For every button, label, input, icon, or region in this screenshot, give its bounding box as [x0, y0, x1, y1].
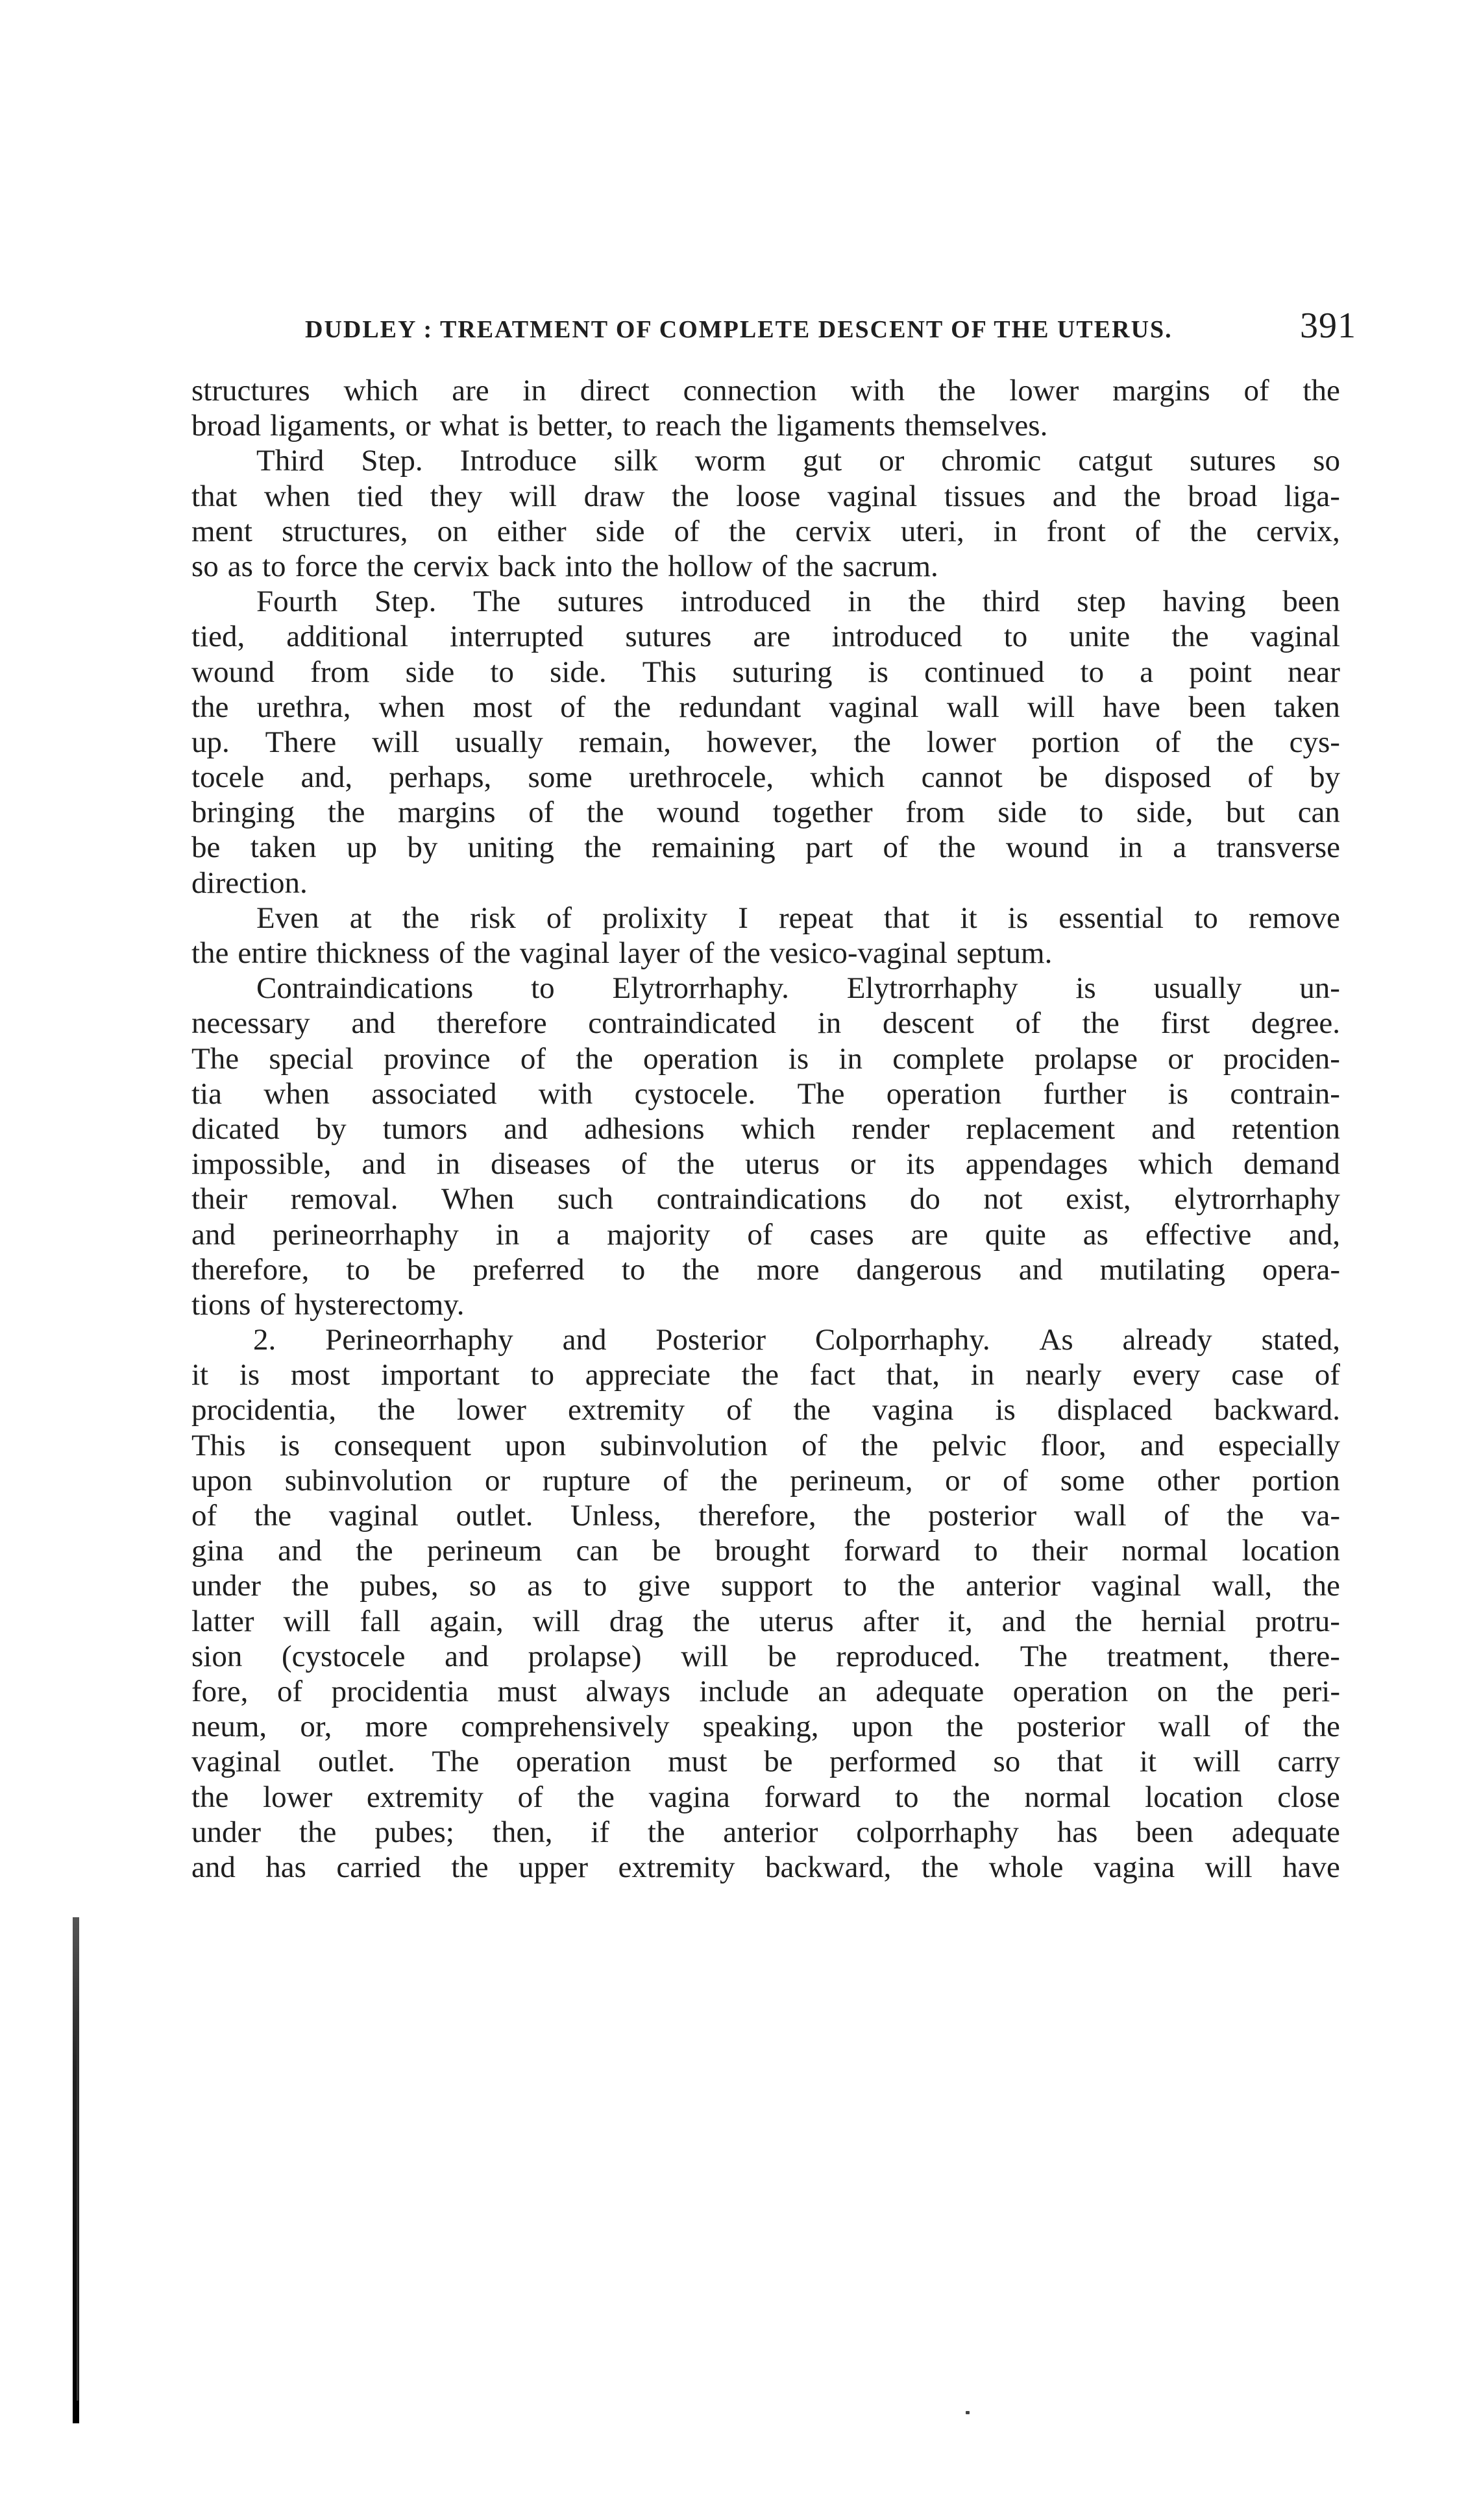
text-line: This is consequent upon subinvolution of the pelvic floor, and especially — [191, 1428, 1340, 1462]
text-line: that when tied they will draw the loose vaginal tissues and the broad liga- — [191, 479, 1340, 513]
text-line: dicated by tumors and adhesions which render replacement and retention — [191, 1111, 1340, 1146]
text-line: impossible, and in diseases of the uterus or its appendages which demand — [191, 1147, 1340, 1181]
text-line: structures which are in direct connection with the lower margins of the — [191, 374, 1340, 407]
text-line: procidentia, the lower extremity of the vagina is displaced backward. — [191, 1393, 1340, 1427]
text-line: direction. — [191, 866, 308, 900]
text-line: The special province of the operation is in complete prolapse or prociden- — [191, 1041, 1340, 1076]
text-line: tions of hysterectomy. — [191, 1287, 465, 1322]
text-line: bringing the margins of the wound together from side to side, but can — [191, 795, 1340, 830]
body-text — [191, 373, 1340, 2255]
text-line: and has carried the upper extremity backward, the whole vagina will have — [191, 1850, 1340, 1884]
text-line: of the vaginal outlet. Unless, therefore, the posterior wall of the va- — [191, 1499, 1340, 1533]
text-line: upon subinvolution or rupture of the perineum, or of some other portion — [191, 1463, 1340, 1497]
text-line: their removal. When such contraindications do not exist, elytrorrhaphy — [191, 1182, 1340, 1217]
text-line: and perineorrhaphy in a majority of cases are quite as effective and, — [191, 1217, 1340, 1252]
text-line: tocele and, perhaps, some urethrocele, which cannot be disposed of by — [191, 760, 1340, 795]
text-line: neum, or, more comprehensively speaking, upon the posterior wall of the — [191, 1710, 1340, 1744]
text-line: tia when associated with cystocele. The operation further is contrain- — [191, 1076, 1340, 1111]
running-head — [305, 305, 1356, 357]
text-line: therefore, to be preferred to the more dangerous and mutilating opera- — [191, 1252, 1340, 1287]
text-line: Contraindications to Elytrorrhaphy. Elytrorrhaphy is usually un- — [256, 971, 1340, 1006]
text-line: be taken up by uniting the remaining part of the wound in a transverse — [191, 830, 1340, 865]
page-number: 391 — [1300, 306, 1356, 346]
text-line: necessary and therefore contraindicated in descent of the first degree. — [191, 1006, 1340, 1041]
text-line: gina and the perineum can be brought forward to their normal location — [191, 1534, 1340, 1568]
scan-speck — [966, 2411, 970, 2414]
scan-edge-mark-thin — [77, 2011, 79, 2401]
text-line: fore, of procidentia must always include an adequate operation on the peri- — [191, 1674, 1340, 1708]
text-line: Even at the risk of prolixity I repeat that it is essential to remove — [256, 901, 1340, 935]
text-line: wound from side to side. This suturing is continued to a point near — [191, 655, 1340, 689]
text-line: the lower extremity of the vagina forward to the normal location close — [191, 1780, 1340, 1814]
text-line: Third Step. Introduce silk worm gut or chromic catgut sutures so — [256, 444, 1340, 478]
text-line: ment structures, on either side of the cervix uteri, in front of the cervix, — [191, 514, 1340, 548]
text-line: up. There will usually remain, however, the lower portion of the cys- — [191, 725, 1340, 759]
text-line: 2. Perineorrhaphy and Posterior Colporrhaphy. As already stated, — [253, 1323, 1340, 1357]
text-line: Fourth Step. The sutures introduced in the third step having been — [256, 585, 1340, 619]
text-line: tied, additional interrupted sutures are introduced to unite the vaginal — [191, 620, 1340, 654]
text-line: under the pubes, so as to give support to the anterior vaginal wall, the — [191, 1569, 1340, 1603]
text-line: the urethra, when most of the redundant vaginal wall will have been taken — [191, 690, 1340, 724]
text-line: sion (cystocele and prolapse) will be reproduced. The treatment, there- — [191, 1639, 1340, 1673]
running-title: DUDLEY : TREATMENT OF COMPLETE DESCENT OF THE UTERUS. — [305, 316, 1173, 343]
text-line: under the pubes; then, if the anterior colporrhaphy has been adequate — [191, 1815, 1340, 1849]
text-line: vaginal outlet. The operation must be performed so that it will carry — [191, 1745, 1340, 1779]
text-line: it is most important to appreciate the fact that, in nearly every case of — [191, 1358, 1340, 1392]
text-line: the entire thickness of the vaginal layer of the vesico-vaginal septum. — [191, 936, 1053, 970]
text-line: so as to force the cervix back into the hollow of the sacrum. — [191, 549, 938, 583]
text-line: latter will fall again, will drag the uterus after it, and the hernial protru- — [191, 1604, 1340, 1638]
text-line: broad ligaments, or what is better, to reach the ligaments themselves. — [191, 409, 1048, 443]
